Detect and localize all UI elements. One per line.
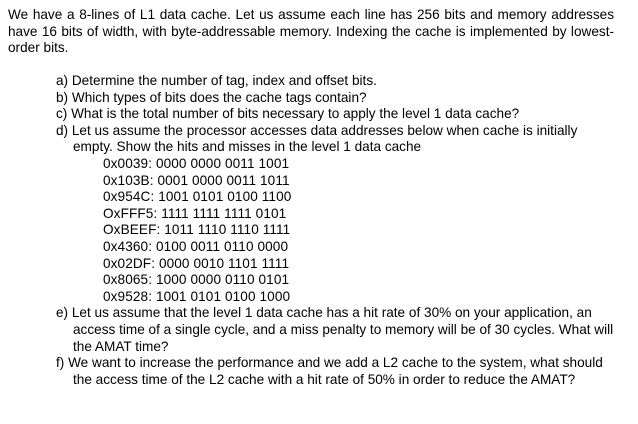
address-entry: 0x8065: 1000 0000 0110 0101 [103,272,290,288]
address-entry: 0x103B: 0001 0000 0011 1011 [103,172,290,188]
address-entry: 0x9528: 1001 0101 0100 1000 [103,288,291,304]
question-a: a) Determine the number of tag, index and offset bits. [56,73,377,88]
address-entry: 0x4360: 0100 0011 0110 0000 [103,238,289,254]
address-entry: OxBEEF: 1011 1110 1110 1111 [103,222,291,238]
address-entry: 0x0039: 0000 0000 0011 1001 [103,155,290,171]
problem-intro: We have a 8-lines of L1 data cache. Let us assume each line has 256 bits and memory addresses have 16 bits of width, with byte-addressable memory. Indexing the cache is implemented by lowest-order bits. [8,7,614,56]
address-entry: OxFFF5: 1111 1111 1111 0101 [103,205,287,221]
question-f: f) We want to increase the performance and we add a L2 cache to the system, what should the access time of the L2 cache with a hit rate of 50% in order to reduce the AMAT? [56,355,603,387]
question-d: d) Let us assume the processor accesses data addresses below when cache is initially empty. Show the hits and misses in the level 1 data cache [56,122,578,155]
question-c: c) What is the total number of bits necessary to apply the level 1 data cache? [56,106,520,122]
address-list [103,156,616,305]
question-list [56,73,616,388]
address-entry: 0x02DF: 0000 0010 1101 1111 [103,255,290,271]
question-b: b) Which types of bits does the cache tags contain? [56,89,367,105]
question-e: e) Let us assume that the level 1 data cache has a hit rate of 30% on your application, an access time of a single cycle, and a miss penalty to memory will be of 30 cycles. What will the AMAT time? [56,305,614,354]
address-entry: 0x954C: 1001 0101 0100 1100 [103,189,292,205]
